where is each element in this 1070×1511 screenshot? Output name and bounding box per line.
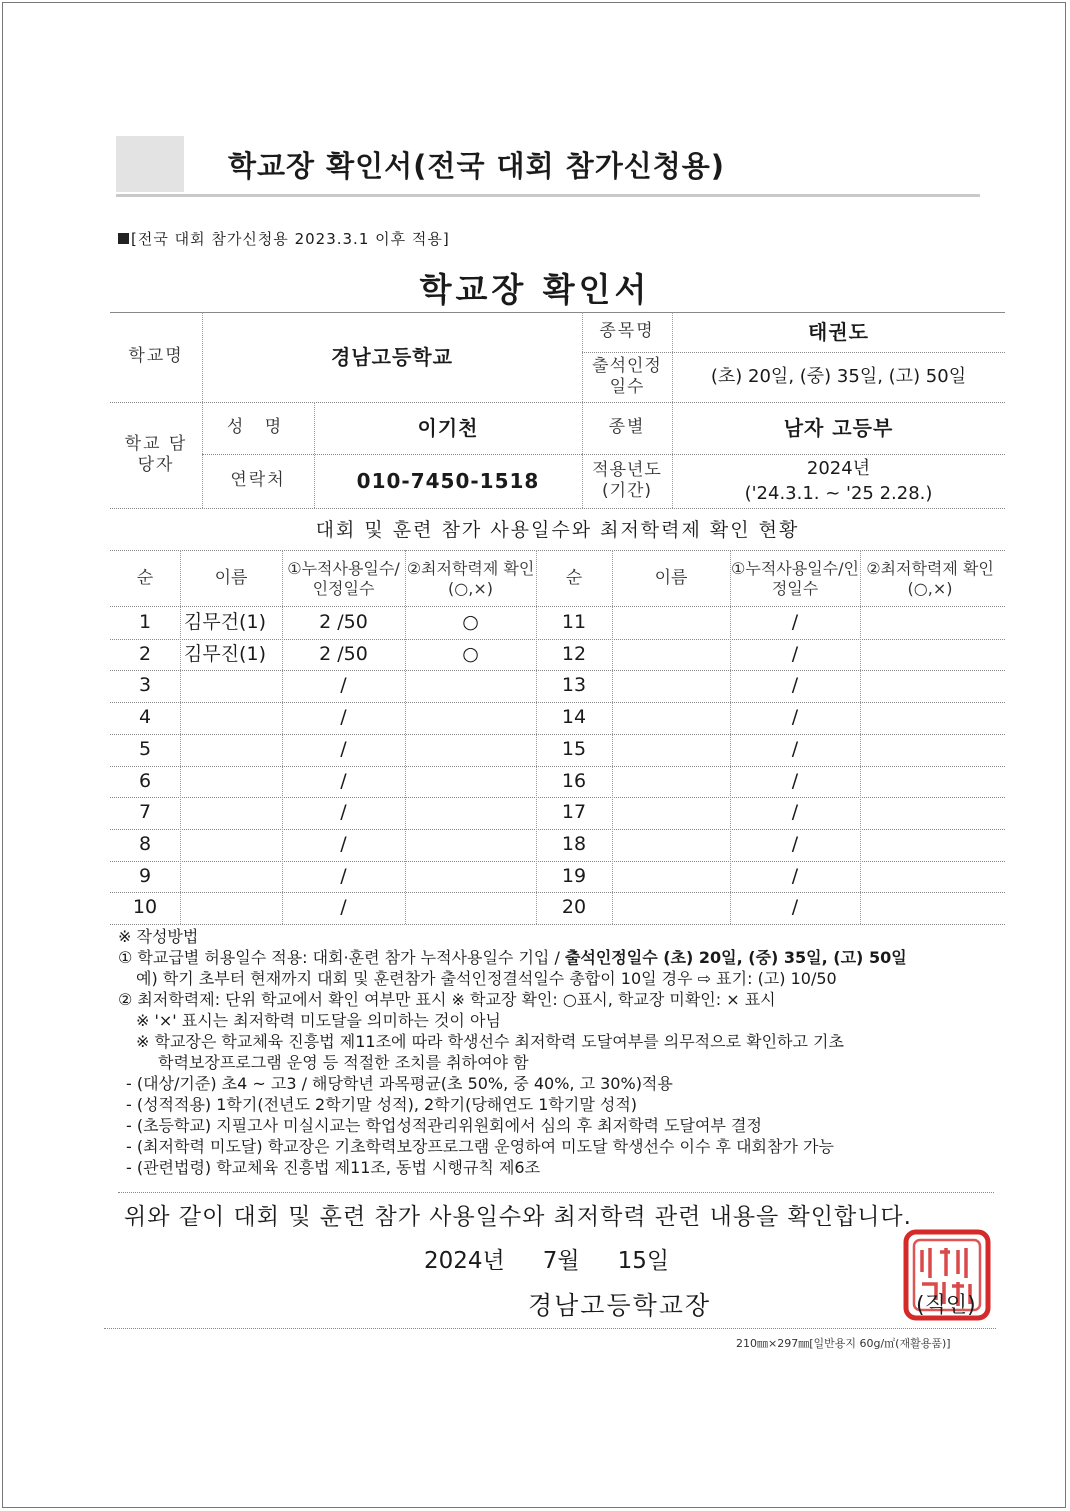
year-value: 2024년 [806, 457, 871, 479]
cell-check [860, 734, 1000, 766]
header-name-right: 이름 [654, 568, 688, 589]
header-check-right: ②최저학력제 확인(○,×) [866, 559, 994, 598]
header-name-left: 이름 [214, 568, 248, 589]
cell-days: / [791, 611, 799, 634]
cell-days: / [791, 770, 799, 793]
manager-label: 학교 담당자 [124, 433, 188, 475]
table-caption: 대회 및 훈련 참가 사용일수와 최저학력제 확인 현황 [315, 519, 800, 542]
cell-check [405, 766, 536, 798]
cell-days: / [791, 833, 799, 856]
note-2: ② 최저학력제: 단위 학교에서 확인 여부만 표시 ※ 학교장 확인: ○표시, 학교장 미확인: × 표시 [118, 990, 776, 1009]
cell-name [612, 829, 734, 861]
cell-days: / [340, 738, 347, 761]
cell-check [860, 639, 1000, 671]
principal-name: 경남고등학교장 [528, 1291, 712, 1320]
note-4a: ※ 학교장은 학교체육 진흥법 제11조에 따라 학생선수 최저학력 도달여부를 의무적으로 확인하고 기초 [136, 1032, 844, 1051]
cell-days: / [791, 738, 799, 761]
name-value: 이기천 [417, 415, 479, 440]
bullet-3: - (초등학교) 지필고사 미실시교는 학업성적관리위원회에서 심의 후 최저학력 도달여부 결정 [126, 1116, 762, 1135]
cell-check [860, 607, 1000, 639]
cell-check: ○ [462, 611, 479, 634]
cell-name [180, 797, 286, 829]
cell-name [612, 797, 734, 829]
cell-check [860, 829, 1000, 861]
school-value: 경남고등학교 [331, 344, 453, 369]
title-shade [116, 136, 184, 192]
cell-name: 김무건(1) [184, 611, 266, 634]
confirm-date [424, 1242, 707, 1275]
cell-no: 5 [138, 738, 152, 761]
cell-no: 20 [561, 896, 587, 919]
cell-check [405, 670, 536, 702]
cell-name [612, 639, 734, 671]
cell-name [180, 702, 286, 734]
period-value: ('24.3.1. ~ '25 2.28.) [744, 482, 933, 504]
date-year: 2024년 [424, 1248, 505, 1274]
box-title: 학교장 확인서(전국 대회 참가신청용) [228, 149, 726, 183]
bullet-1: - (대상/기준) 초4 ~ 고3 / 해당학년 과목평균(초 50%, 중 40%, 고 30%)적용 [126, 1074, 673, 1093]
cell-no: 1 [138, 611, 152, 634]
cell-days: / [340, 770, 347, 793]
cell-check [405, 861, 536, 893]
bullet-4: - (최저학력 미도달) 학교장은 기초학력보장프로그램 운영하여 미도달 학생선수 이수 후 대회참가 가능 [126, 1137, 834, 1156]
category-value: 남자 고등부 [783, 415, 894, 440]
cell-no: 13 [561, 674, 587, 697]
category-label: 종별 [608, 417, 646, 438]
cell-check: ○ [462, 643, 479, 666]
cell-no: 2 [138, 643, 152, 666]
cell-days: / [340, 674, 347, 697]
cell-check [405, 829, 536, 861]
cell-days: / [340, 801, 347, 824]
cell-name: 김무진(1) [184, 643, 266, 666]
cell-check [860, 702, 1000, 734]
note-1b: 출석인정일수 (초) 20일, (중) 35일, (고) 50일 [564, 948, 907, 967]
cell-days: / [791, 865, 799, 888]
cell-no: 9 [138, 865, 152, 888]
cell-days: 2 /50 [319, 611, 368, 634]
cell-check [405, 702, 536, 734]
cell-name [612, 861, 734, 893]
cell-days: / [791, 674, 799, 697]
cell-days: / [340, 896, 347, 919]
bullet-5: - (관련법령) 학교체육 진흥법 제11조, 동법 시행규칙 제6조 [126, 1158, 541, 1177]
cell-no: 6 [138, 770, 152, 793]
cell-no: 7 [138, 801, 152, 824]
cell-check [860, 892, 1000, 924]
cell-no: 4 [138, 706, 152, 729]
cell-name [612, 734, 734, 766]
square-bullet-icon [118, 233, 129, 244]
cell-name [180, 829, 286, 861]
seal-mark: (직인) [916, 1293, 976, 1318]
header-days-right: ①누적사용일수/인정일수 [731, 559, 859, 598]
title-box [116, 136, 980, 197]
cell-days: / [340, 706, 347, 729]
cell-no: 10 [132, 896, 158, 919]
cell-days: / [340, 833, 347, 856]
cell-days: 2 /50 [319, 643, 368, 666]
cell-no: 17 [561, 801, 587, 824]
header-days-left: ①누적사용일수/인정일수 [287, 559, 400, 598]
cell-days: / [791, 643, 799, 666]
bullet-2: - (성적적용) 1학기(전년도 2학기말 성적), 2학기(당해연도 1학기말 성적) [126, 1095, 638, 1114]
cell-name [612, 670, 734, 702]
cell-name [180, 892, 286, 924]
header-no-right: 순 [565, 568, 583, 589]
cell-check [405, 892, 536, 924]
note-1c: 예) 학기 초부터 현재까지 대회 및 훈련참가 출석인정결석일수 총합이 10일 경우 ⇨ 표기: (고) 10/50 [136, 969, 837, 988]
paper-spec-footer: 210㎜×297㎜[일반용지 60g/㎡(재활용품)] [736, 1337, 951, 1350]
cell-name [612, 607, 734, 639]
event-label: 종목명 [599, 321, 655, 342]
school-label: 학교명 [128, 346, 184, 367]
cell-name [612, 892, 734, 924]
cell-name [180, 861, 286, 893]
header-check-left: ②최저학력제 확인(○,×) [406, 559, 535, 598]
cell-no: 19 [561, 865, 587, 888]
cell-name [180, 734, 286, 766]
cell-name [180, 670, 286, 702]
cell-check [860, 797, 1000, 829]
cell-days: / [791, 706, 799, 729]
cell-days: / [340, 865, 347, 888]
confirm-text: 위와 같이 대회 및 훈련 참가 사용일수와 최저학력 관련 내용을 확인합니다. [124, 1204, 912, 1230]
cell-name [612, 702, 734, 734]
note-4b: 학력보장프로그램 운영 등 적절한 조치를 취하여야 함 [158, 1053, 529, 1072]
notes-heading: ※ 작성방법 [118, 927, 199, 946]
cell-no: 12 [561, 643, 587, 666]
sub-note [118, 228, 450, 249]
cell-check [405, 797, 536, 829]
cell-days: / [791, 896, 799, 919]
year-label: 적용년도 (기간) [592, 459, 662, 501]
cell-no: 11 [561, 611, 587, 634]
cell-check [405, 734, 536, 766]
cell-no: 3 [138, 674, 152, 697]
note-3: ※ '×' 표시는 최저학력 미도달을 의미하는 것이 아님 [136, 1011, 501, 1030]
date-day: 15일 [617, 1248, 670, 1274]
name-label: 성 명 [226, 417, 290, 438]
cell-name [612, 766, 734, 798]
note-1a: ① 학교급별 허용일수 적용: 대회·훈련 참가 누적사용일수 기입 / [118, 948, 565, 967]
cell-days: / [791, 801, 799, 824]
cell-no: 16 [561, 770, 587, 793]
attend-label: 출석인정 일수 [592, 355, 662, 397]
cell-no: 14 [561, 706, 587, 729]
cell-no: 18 [561, 833, 587, 856]
attend-value: (초) 20일, (중) 35일, (고) 50일 [710, 365, 967, 387]
sub-note-text: [전국 대회 참가신청용 2023.3.1 이후 적용] [131, 230, 450, 248]
cell-check [860, 861, 1000, 893]
writing-instructions [118, 926, 998, 1178]
cell-check [860, 766, 1000, 798]
cell-name [180, 766, 286, 798]
document-title: 학교장 확인서 [419, 270, 651, 309]
cell-check [860, 670, 1000, 702]
contact-label: 연락처 [230, 470, 286, 491]
contact-value: 010-7450-1518 [356, 468, 540, 493]
date-month: 7월 [542, 1248, 580, 1274]
event-value: 태권도 [808, 319, 869, 344]
note-1 [118, 947, 998, 968]
cell-no: 15 [561, 738, 587, 761]
cell-no: 8 [138, 833, 152, 856]
header-no-left: 순 [136, 568, 154, 589]
